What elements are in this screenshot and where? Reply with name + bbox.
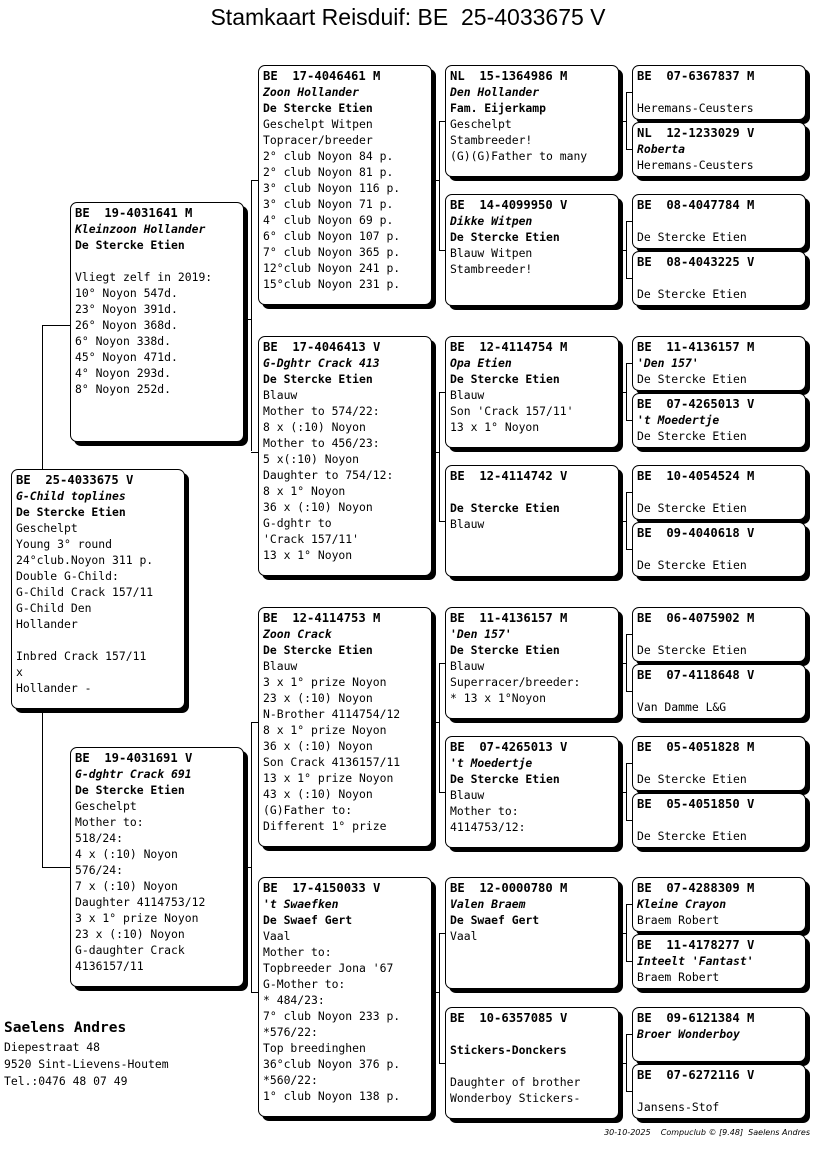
info-line: * 13 x 1°Noyon xyxy=(450,691,547,705)
owner-name: Braem Robert xyxy=(637,913,720,927)
info-line: Different 1° prize xyxy=(263,819,387,833)
owner-name: Braem Robert xyxy=(637,970,720,984)
pigeon-name: G-dghtr Crack 691 xyxy=(75,767,192,781)
ring-number: BE 25-4033675 V xyxy=(16,473,134,487)
info-line: 2° club Noyon 84 p. xyxy=(263,149,394,163)
connector-line xyxy=(626,363,627,420)
owner-name: De Stercke Etien xyxy=(75,238,185,252)
connector-line xyxy=(619,121,626,122)
info-line: *576/22: xyxy=(263,1025,318,1039)
info-line: Superracer/breeder: xyxy=(450,675,581,689)
info-line: 13 x 1° Noyon xyxy=(263,548,353,562)
info-line: 4 x (:10) Noyon xyxy=(75,847,178,861)
info-line: 36 x (:10) Noyon xyxy=(263,500,373,514)
info-line: Daughter to 754/12: xyxy=(263,468,394,482)
info-line: Mother to: xyxy=(75,815,144,829)
pigeon-card-mother xyxy=(70,747,244,987)
info-line: 36°club Noyon 376 p. xyxy=(263,1057,401,1071)
pigeon-card-mmf xyxy=(445,877,619,989)
connector-line xyxy=(42,867,70,868)
connector-line xyxy=(432,452,439,453)
pigeon-card-fff xyxy=(445,65,619,177)
owner-name: Fam. Eijerkamp xyxy=(450,101,547,115)
info-line: Son Crack 4136157/11 xyxy=(263,755,401,769)
pigeon-card-ff xyxy=(258,65,432,305)
info-line: 4° club Noyon 69 p. xyxy=(263,213,394,227)
ring-number: NL 15-1364986 M xyxy=(450,69,568,83)
info-line: Blauw xyxy=(450,388,485,402)
info-line: 3 x 1° prize Noyon xyxy=(75,911,199,925)
pigeon-card-g6 xyxy=(632,393,806,448)
info-line: Vaal xyxy=(263,929,291,943)
connector-line xyxy=(619,792,626,793)
connector-line xyxy=(626,634,627,691)
owner-name: De Stercke Etien xyxy=(450,230,560,244)
ring-number: NL 12-1233029 V xyxy=(637,126,755,140)
owner-name: De Stercke Etien xyxy=(637,501,747,515)
pigeon-name xyxy=(637,812,801,828)
info-line: 23 x (:10) Noyon xyxy=(263,691,373,705)
info-line xyxy=(450,1058,614,1074)
pigeon-name: Den Hollander xyxy=(450,85,540,99)
connector-line xyxy=(619,933,626,934)
info-line: Geschelpt xyxy=(75,799,137,813)
info-line: Mother to: xyxy=(263,945,332,959)
ring-number: BE 09-4040618 V xyxy=(637,526,755,540)
owner-name: De Stercke Etien xyxy=(450,772,560,786)
info-line: Vaal xyxy=(450,929,478,943)
info-line: 3° club Noyon 116 p. xyxy=(263,181,401,195)
info-line: Topbreeder Jona '67 xyxy=(263,961,394,975)
info-line: Blauw xyxy=(450,659,485,673)
info-line xyxy=(16,632,180,648)
info-line: 6° Noyon 338d. xyxy=(75,334,172,348)
info-line: 'Crack 157/11' xyxy=(263,532,360,546)
ring-number: BE 19-4031641 M xyxy=(75,206,193,220)
ring-number: BE 07-4118648 V xyxy=(637,668,755,682)
owner-name: De Stercke Etien xyxy=(637,429,747,443)
info-line: G-Child Den xyxy=(16,601,92,615)
pigeon-card-g4 xyxy=(632,251,806,306)
owner-name: De Stercke Etien xyxy=(75,783,185,797)
connector-line xyxy=(439,121,440,250)
info-line: Top breedinghen xyxy=(263,1041,366,1055)
info-line: Blauw xyxy=(263,659,298,673)
info-line: 23° Noyon 391d. xyxy=(75,302,178,316)
connector-line xyxy=(619,521,626,522)
connector-line xyxy=(251,180,252,319)
info-line: Daughter of brother xyxy=(450,1075,581,1089)
ring-number: BE 10-6357085 V xyxy=(450,1011,568,1025)
owner-name: De Swaef Gert xyxy=(450,913,540,927)
pigeon-name xyxy=(450,484,614,500)
info-line: 4114753/12: xyxy=(450,820,526,834)
connector-line xyxy=(619,392,626,393)
pigeon-name: Inteelt 'Fantast' xyxy=(637,954,754,968)
owner-name: Heremans-Ceusters xyxy=(637,158,754,172)
info-line: 13 x 1° Noyon xyxy=(450,420,540,434)
info-line: Mother to 574/22: xyxy=(263,404,380,418)
connector-line xyxy=(244,319,251,320)
info-line: G-Child Crack 157/11 xyxy=(16,585,154,599)
ring-number: BE 07-6367837 M xyxy=(637,69,755,83)
footer-credit: 30-10-2025 Compuclub © [9.48] Saelens Andres xyxy=(604,1128,810,1137)
info-line: 3° club Noyon 71 p. xyxy=(263,197,394,211)
pigeon-card-ffm xyxy=(445,194,619,306)
owner-name: Heremans-Ceusters xyxy=(637,101,754,115)
connector-line xyxy=(42,709,43,867)
info-line: 45° Noyon 471d. xyxy=(75,350,178,364)
connector-line xyxy=(251,722,258,723)
info-line: (G)Father to: xyxy=(263,803,353,817)
info-line: N-Brother 4114754/12 xyxy=(263,707,401,721)
ring-number: BE 10-4054524 M xyxy=(637,469,755,483)
connector-line xyxy=(439,663,440,792)
pigeon-card-g14 xyxy=(632,934,806,989)
ring-number: BE 11-4136157 M xyxy=(637,340,755,354)
owner-name: Stickers-Donckers xyxy=(450,1043,567,1057)
info-line: Mother to 456/23: xyxy=(263,436,380,450)
connector-line xyxy=(42,325,70,326)
info-line: Blauw xyxy=(263,388,298,402)
info-line xyxy=(75,253,239,269)
connector-line xyxy=(619,1063,626,1064)
connector-line xyxy=(626,904,627,961)
info-line: 8 x 1° Noyon xyxy=(263,484,346,498)
owner-name: Van Damme L&G xyxy=(637,700,727,714)
pigeon-card-g8 xyxy=(632,522,806,577)
pigeon-name: Kleine Crayon xyxy=(637,897,727,911)
owner-name: De Stercke Etien xyxy=(450,372,560,386)
pigeon-name: 'Den 157' xyxy=(450,627,512,641)
pigeon-name xyxy=(637,1083,801,1099)
info-line: 7° club Noyon 365 p. xyxy=(263,245,401,259)
connector-line xyxy=(432,722,439,723)
info-line: 26° Noyon 368d. xyxy=(75,318,178,332)
ring-number: BE 12-0000780 M xyxy=(450,881,568,895)
info-line: 5 x(:10) Noyon xyxy=(263,452,360,466)
pigeon-name xyxy=(637,683,801,699)
pigeon-card-g10 xyxy=(632,664,806,719)
pigeon-card-g2 xyxy=(632,122,806,177)
info-line: 4° Noyon 293d. xyxy=(75,366,172,380)
owner-name: Jansens-Stof xyxy=(637,1100,720,1114)
info-line: G-Mother to: xyxy=(263,977,346,991)
pigeon-name: Dikke Witpen xyxy=(450,214,533,228)
info-line: Hollander xyxy=(16,617,78,631)
pigeon-card-g1 xyxy=(632,65,806,120)
pigeon-name: Roberta xyxy=(637,142,686,156)
pigeon-name xyxy=(637,541,801,557)
pigeon-name: G-Dghtr Crack 413 xyxy=(263,356,380,370)
info-line: Topracer/breeder xyxy=(263,133,373,147)
ring-number: BE 19-4031691 V xyxy=(75,751,193,765)
ring-number: BE 07-4265013 V xyxy=(637,397,755,411)
connector-line xyxy=(251,722,252,992)
ring-number: BE 08-4043225 V xyxy=(637,255,755,269)
pigeon-name xyxy=(637,626,801,642)
info-line: 8 x 1° prize Noyon xyxy=(263,723,387,737)
pigeon-name: Zoon Hollander xyxy=(263,85,360,99)
info-line: 8° Noyon 252d. xyxy=(75,382,172,396)
pigeon-name: Valen Braem xyxy=(450,897,526,911)
connector-line xyxy=(251,180,258,181)
info-line: Young 3° round xyxy=(16,537,113,551)
pigeon-name: G-Child toplines xyxy=(16,489,126,503)
pigeon-card-g13 xyxy=(632,877,806,932)
owner-name: De Stercke Etien xyxy=(263,643,373,657)
pigeon-card-g16 xyxy=(632,1064,806,1119)
info-line: 24°club.Noyon 311 p. xyxy=(16,553,154,567)
ring-number: BE 06-4075902 M xyxy=(637,611,755,625)
pigeon-name: Broer Wonderboy xyxy=(637,1027,740,1041)
breeder-name: Saelens Andres xyxy=(4,1020,127,1036)
owner-name: De Stercke Etien xyxy=(637,772,747,786)
info-line: Daughter 4114753/12 xyxy=(75,895,206,909)
info-line: 576/24: xyxy=(75,863,124,877)
breeder-street: Diepestraat 48 xyxy=(4,1040,101,1054)
ring-number: BE 11-4178277 V xyxy=(637,938,755,952)
connector-line xyxy=(619,250,626,251)
owner-name: De Stercke Etien xyxy=(637,230,747,244)
info-line: (G)(G)Father to many xyxy=(450,149,588,163)
pigeon-name xyxy=(637,270,801,286)
ring-number: BE 05-4051850 V xyxy=(637,797,755,811)
ring-number: BE 07-4265013 V xyxy=(450,740,568,754)
ring-number: BE 17-4150033 V xyxy=(263,881,381,895)
connector-line xyxy=(251,452,258,453)
pigeon-card-g15 xyxy=(632,1007,806,1062)
ring-number: BE 12-4114753 M xyxy=(263,611,381,625)
info-line: Inbred Crack 157/11 xyxy=(16,649,147,663)
breeder-info xyxy=(4,1017,169,1090)
connector-line xyxy=(251,319,252,451)
owner-name: De Swaef Gert xyxy=(263,913,353,927)
pigeon-name: 't Swaefken xyxy=(263,897,339,911)
pigeon-name xyxy=(637,84,801,100)
info-line: 6° club Noyon 107 p. xyxy=(263,229,401,243)
info-line: Vliegt zelf in 2019: xyxy=(75,270,213,284)
connector-line xyxy=(626,763,627,820)
pigeon-name xyxy=(637,213,801,229)
owner-name: De Stercke Etien xyxy=(637,558,747,572)
info-line: 2° club Noyon 81 p. xyxy=(263,165,394,179)
info-line: 3 x 1° prize Noyon xyxy=(263,675,387,689)
ring-number: BE 05-4051828 M xyxy=(637,740,755,754)
info-line: Blauw xyxy=(450,517,485,531)
info-line: 13 x 1° prize Noyon xyxy=(263,771,394,785)
info-line: 15°club Noyon 231 p. xyxy=(263,277,401,291)
info-line: 7 x (:10) Noyon xyxy=(75,879,178,893)
connector-line xyxy=(619,663,626,664)
info-line: * 484/23: xyxy=(263,993,325,1007)
pigeon-name: Opa Etien xyxy=(450,356,512,370)
info-line: G-dghtr to xyxy=(263,516,332,530)
ring-number: BE 07-6272116 V xyxy=(637,1068,755,1082)
info-line: 7° club Noyon 233 p. xyxy=(263,1009,401,1023)
info-line: Geschelpt xyxy=(16,521,78,535)
pigeon-card-g12 xyxy=(632,793,806,848)
ring-number: BE 09-6121384 M xyxy=(637,1011,755,1025)
ring-number: BE 08-4047784 M xyxy=(637,198,755,212)
connector-line xyxy=(251,992,258,993)
pigeon-card-g7 xyxy=(632,465,806,520)
pigeon-name: Kleinzoon Hollander xyxy=(75,222,206,236)
info-line: 4136157/11 xyxy=(75,959,144,973)
pigeon-card-father xyxy=(70,202,244,442)
info-line: Geschelpt xyxy=(450,117,512,131)
pigeon-card-g11 xyxy=(632,736,806,791)
pigeon-name xyxy=(637,755,801,771)
pigeon-card-fmm xyxy=(445,465,619,577)
pigeon-card-mmm xyxy=(445,1007,619,1119)
owner-name: De Stercke Etien xyxy=(637,829,747,843)
info-line: Son 'Crack 157/11' xyxy=(450,404,574,418)
pigeon-card-fm xyxy=(258,336,432,576)
info-line: G-daughter Crack xyxy=(75,943,185,957)
pigeon-card-subject xyxy=(11,469,185,709)
connector-line xyxy=(626,92,627,149)
owner-name: De Stercke Etien xyxy=(637,372,747,386)
pigeon-card-mfm xyxy=(445,736,619,848)
owner-name: De Stercke Etien xyxy=(450,643,560,657)
info-line: Double G-Child: xyxy=(16,569,119,583)
connector-line xyxy=(626,1034,627,1091)
pigeon-card-mf xyxy=(258,607,432,847)
connector-line xyxy=(439,933,440,1063)
pigeon-card-mm xyxy=(258,877,432,1117)
info-line: Wonderboy Stickers- xyxy=(450,1091,581,1105)
info-line: 8 x (:10) Noyon xyxy=(263,420,366,434)
info-line: 518/24: xyxy=(75,831,124,845)
pigeon-name: Zoon Crack xyxy=(263,627,332,641)
info-line: 12°club Noyon 241 p. xyxy=(263,261,401,275)
connector-line xyxy=(626,492,627,549)
info-line: 1° club Noyon 138 p. xyxy=(263,1089,401,1103)
info-line: Geschelpt Witpen xyxy=(263,117,373,131)
connector-line xyxy=(42,325,43,469)
ring-number: BE 12-4114754 M xyxy=(450,340,568,354)
pigeon-name xyxy=(637,484,801,500)
pigeon-card-g3 xyxy=(632,194,806,249)
connector-line xyxy=(432,180,439,181)
pigeon-card-fmf xyxy=(445,336,619,448)
info-line: Hollander - xyxy=(16,681,92,695)
breeder-city: 9520 Sint-Lievens-Houtem xyxy=(4,1057,169,1071)
pigeon-name: 't Moedertje xyxy=(450,756,533,770)
owner-name: De Stercke Etien xyxy=(16,505,126,519)
ring-number: BE 14-4099950 V xyxy=(450,198,568,212)
pigeon-card-g9 xyxy=(632,607,806,662)
ring-number: BE 07-4288309 M xyxy=(637,881,755,895)
info-line: Blauw Witpen xyxy=(450,246,533,260)
info-line: Stambreeder! xyxy=(450,262,533,276)
connector-line xyxy=(432,992,439,993)
ring-number: BE 11-4136157 M xyxy=(450,611,568,625)
info-line: 10° Noyon 547d. xyxy=(75,286,178,300)
connector-line xyxy=(439,392,440,521)
info-line: 23 x (:10) Noyon xyxy=(75,927,185,941)
owner-name: De Stercke Etien xyxy=(263,101,373,115)
info-line: Blauw xyxy=(450,788,485,802)
ring-number: BE 12-4114742 V xyxy=(450,469,568,483)
page-title: Stamkaart Reisduif: BE 25-4033675 V xyxy=(210,4,606,30)
info-line: Mother to: xyxy=(450,804,519,818)
pigeon-card-mff xyxy=(445,607,619,719)
pigeon-name xyxy=(450,1026,614,1042)
owner-name: De Stercke Etien xyxy=(450,501,560,515)
owner-name: De Stercke Etien xyxy=(637,643,747,657)
pigeon-name: 'Den 157' xyxy=(637,356,699,370)
owner-name: De Stercke Etien xyxy=(263,372,373,386)
info-line: 36 x (:10) Noyon xyxy=(263,739,373,753)
info-line: 43 x (:10) Noyon xyxy=(263,787,373,801)
connector-line xyxy=(244,867,251,868)
ring-number: BE 17-4046413 V xyxy=(263,340,381,354)
ring-number: BE 17-4046461 M xyxy=(263,69,381,83)
info-line: Stambreeder! xyxy=(450,133,533,147)
breeder-phone: Tel.:0476 48 07 49 xyxy=(4,1074,128,1088)
pigeon-name: 't Moedertje xyxy=(637,413,720,427)
owner-name: De Stercke Etien xyxy=(637,287,747,301)
pigeon-card-g5 xyxy=(632,336,806,391)
info-line: x xyxy=(16,665,23,679)
connector-line xyxy=(626,221,627,278)
info-line: *560/22: xyxy=(263,1073,318,1087)
